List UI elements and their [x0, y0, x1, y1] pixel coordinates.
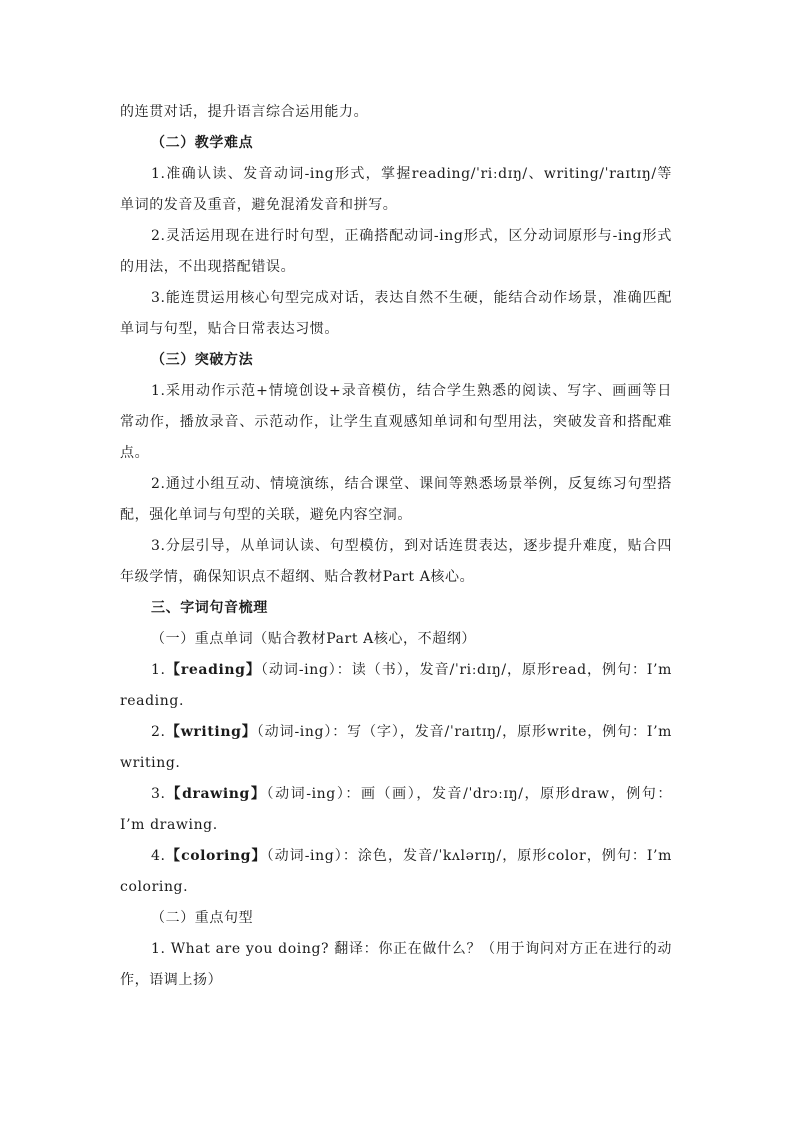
- word-term: 【coloring】: [165, 848, 267, 864]
- word-description: （动词-ing）：画（画），发音/ˈdrɔːɪŋ/，原形draw，例句：I’m drawing.: [120, 786, 672, 833]
- word-description: （动词-ing）：涂色，发音/ˈkʌlərɪŋ/，原形color，例句：I’m coloring.: [120, 848, 672, 895]
- document-body: [120, 97, 672, 996]
- sentence-item-1: 1. What are you doing? 翻译：你正在做什么？（用于询问对方正在进行的动作，语调上扬）: [120, 941, 672, 988]
- paragraph-continuation: 的连贯对话，提升语言综合运用能力。: [120, 104, 369, 120]
- word-term: 【drawing】: [165, 786, 267, 802]
- difficulty-item-2: 2.灵活运用现在进行时句型，正确搭配动词-ing形式，区分动词原形与-ing形式的用法，不出现搭配错误。: [120, 228, 672, 275]
- word-item-number: 1.: [151, 662, 166, 678]
- method-item-1: 1.采用动作示范+情境创设+录音模仿，结合学生熟悉的阅读、写字、画画等日常动作，播放录音、示范动作，让学生直观感知单词和句型用法，突破发音和搭配难点。: [120, 383, 672, 461]
- difficulty-item-1: 1.准确认读、发音动词-ing形式，掌握reading/ˈriːdɪŋ/、writing/ˈraɪtɪŋ/等单词的发音及重音，避免混淆发音和拼写。: [120, 166, 672, 213]
- word-description: （动词-ing）：读（书），发音/ˈriːdɪŋ/，原形read，例句：I’m reading.: [120, 662, 672, 709]
- word-term: 【writing】: [165, 724, 257, 740]
- word-item-number: 2.: [151, 724, 166, 740]
- difficulty-item-3: 3.能连贯运用核心句型完成对话，表达自然不生硬，能结合动作场景，准确匹配单词与句型，贴合日常表达习惯。: [120, 290, 672, 337]
- heading-teaching-difficulties: （二）教学难点: [151, 135, 254, 151]
- method-item-2: 2.通过小组互动、情境演练，结合课堂、课间等熟悉场景举例，反复练习句型搭配，强化单词与句型的关联，避免内容空洞。: [120, 476, 672, 523]
- word-item-number: 3.: [151, 786, 166, 802]
- word-item-number: 4.: [151, 848, 166, 864]
- heading-key-sentences: （二）重点句型: [151, 910, 254, 926]
- word-description: （动词-ing）：写（字），发音/ˈraɪtɪŋ/，原形write，例句：I’m writing.: [120, 724, 672, 771]
- heading-key-words: （一）重点单词（贴合教材Part A核心，不超纲）: [151, 631, 477, 647]
- word-item-coloring: [120, 841, 672, 903]
- heading-section-3: 三、字词句音梳理: [151, 600, 268, 616]
- word-item-drawing: [120, 779, 672, 841]
- word-item-reading: [120, 655, 672, 717]
- word-term: 【reading】: [165, 662, 261, 678]
- heading-breakthrough-methods: （三）突破方法: [151, 352, 254, 368]
- word-item-writing: [120, 717, 672, 779]
- method-item-3: 3.分层引导，从单词认读、句型模仿，到对话连贯表达，逐步提升难度，贴合四年级学情，确保知识点不超纲、贴合教材Part A核心。: [120, 538, 672, 585]
